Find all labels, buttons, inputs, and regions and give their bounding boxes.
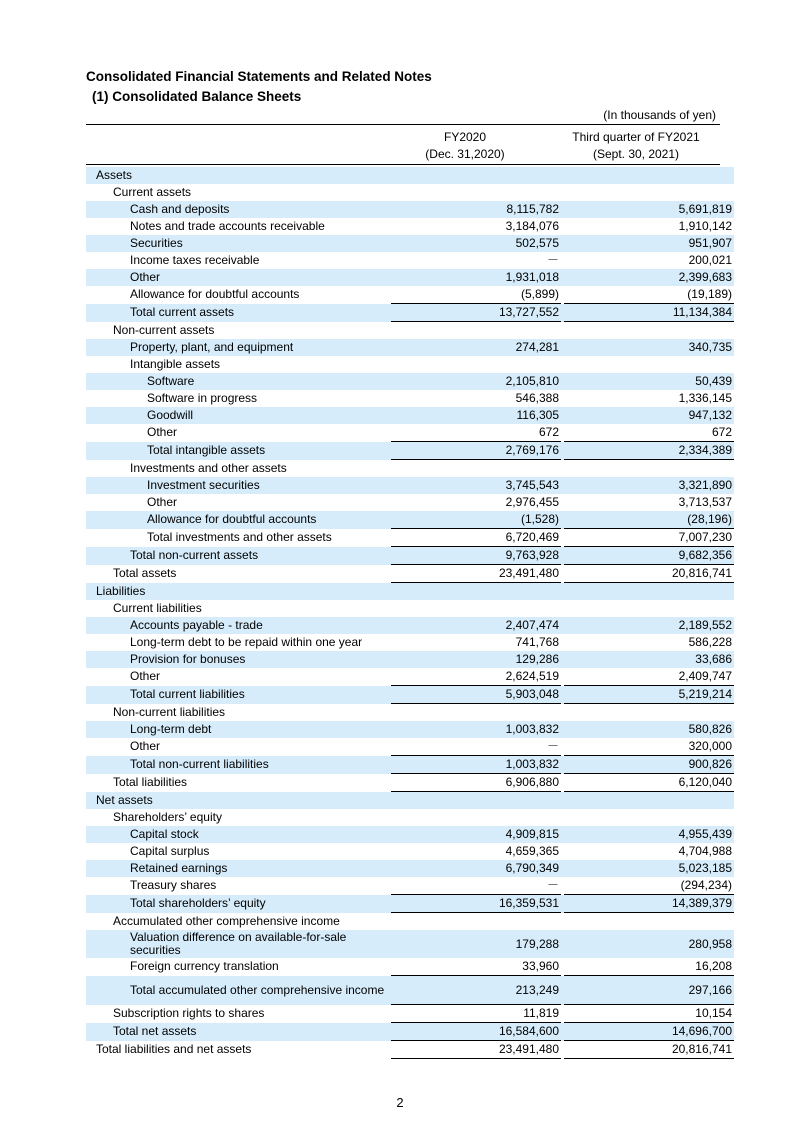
value-fy2020: 13,727,552 (391, 304, 561, 322)
value-fy2020: (1,528) (391, 511, 561, 529)
value-fy2020: 2,769,176 (391, 442, 561, 460)
value-fy2020: 1,003,832 (391, 756, 561, 774)
value-q3-fy2021 (564, 184, 734, 201)
value-q3-fy2021: 2,189,552 (564, 617, 734, 634)
value-q3-fy2021: 5,023,185 (564, 860, 734, 877)
value-q3-fy2021: 297,166 (564, 976, 734, 1005)
table-row (86, 913, 734, 931)
table-row (86, 442, 734, 460)
value-q3-fy2021 (564, 460, 734, 478)
top-rule (86, 124, 720, 125)
value-fy2020: 9,763,928 (391, 547, 561, 565)
row-label: Accounts payable - trade (86, 617, 391, 634)
row-label: Foreign currency translation (130, 959, 279, 974)
value-q3-fy2021: 4,955,439 (564, 826, 734, 843)
value-fy2020 (391, 913, 561, 931)
table-row (86, 460, 734, 478)
balance-sheet-table (86, 167, 734, 1059)
value-q3-fy2021: 3,713,537 (678, 495, 732, 509)
value-fy2020: 2,105,810 (391, 373, 561, 390)
row-label: Retained earnings (86, 860, 391, 877)
value-q3-fy2021: 7,007,230 (564, 529, 734, 547)
value-fy2020: 6,720,469 (391, 529, 561, 547)
row-label: Total current assets (86, 304, 391, 322)
value-q3-fy2021: (19,189) (564, 286, 734, 304)
value-q3-fy2021 (564, 792, 734, 810)
value-fy2020: 1,931,018 (391, 269, 561, 286)
value-q3-fy2021: 586,228 (688, 635, 732, 649)
value-q3-fy2021: 951,907 (564, 235, 734, 252)
table-row (86, 235, 734, 252)
row-label: Non-current assets (113, 322, 215, 337)
table-row (86, 756, 734, 774)
value-q3-fy2021: 340,735 (564, 339, 734, 356)
value-q3-fy2021: 2,409,747 (564, 668, 734, 686)
value-q3-fy2021: 33,686 (564, 651, 734, 668)
value-fy2020: － (546, 253, 559, 267)
value-q3-fy2021: 1,910,142 (678, 219, 732, 233)
row-label: Allowance for doubtful accounts (130, 287, 300, 302)
value-fy2020: 129,286 (391, 651, 561, 668)
row-label: Valuation difference on available-for-sale securities (86, 930, 391, 958)
table-row (86, 976, 734, 1005)
table-row (86, 930, 734, 958)
table-row (86, 424, 734, 442)
value-q3-fy2021 (564, 167, 734, 184)
table-row (86, 494, 734, 511)
row-label: Shareholders’ equity (113, 810, 222, 824)
value-q3-fy2021: 5,219,214 (564, 686, 734, 704)
value-q3-fy2021: 320,000 (564, 738, 734, 756)
value-fy2020: － (391, 738, 561, 756)
table-row (86, 304, 734, 322)
row-label: Long-term debt (86, 721, 391, 738)
table-row (86, 651, 734, 668)
value-fy2020: 6,906,880 (391, 774, 561, 792)
value-q3-fy2021: 10,154 (564, 1005, 734, 1023)
value-fy2020: 741,768 (515, 635, 559, 649)
value-fy2020: － (391, 877, 561, 895)
value-q3-fy2021 (564, 356, 734, 373)
table-row (86, 895, 734, 913)
column-header-q3-fy2021-line1: Third quarter of FY2021 (572, 130, 700, 144)
value-q3-fy2021: 4,704,988 (678, 844, 732, 858)
row-label: Property, plant, and equipment (86, 339, 391, 356)
value-q3-fy2021: 20,816,741 (564, 1041, 734, 1059)
value-fy2020: 5,903,048 (391, 686, 561, 704)
value-fy2020: 1,003,832 (391, 721, 561, 738)
value-fy2020: 33,960 (391, 958, 561, 976)
section-title: (1) Consolidated Balance Sheets (92, 89, 302, 104)
row-label: Total investments and other assets (147, 530, 332, 544)
value-q3-fy2021: 14,389,379 (564, 895, 734, 913)
row-label: Total assets (113, 566, 177, 580)
value-fy2020: 11,819 (391, 1005, 561, 1023)
row-label: Assets (86, 167, 391, 184)
value-q3-fy2021: (294,234) (564, 877, 734, 895)
table-row (86, 201, 734, 218)
table-row (86, 339, 734, 356)
table-row (86, 1005, 734, 1023)
row-label: Cash and deposits (86, 201, 391, 218)
table-row (86, 565, 734, 583)
value-q3-fy2021: 50,439 (564, 373, 734, 390)
value-fy2020 (391, 809, 561, 826)
row-label: Total shareholders’ equity (86, 895, 391, 913)
value-fy2020: 3,184,076 (505, 219, 559, 233)
value-fy2020: 23,491,480 (391, 1041, 561, 1059)
value-q3-fy2021: 20,816,741 (564, 565, 734, 583)
column-header-fy2020-line1: FY2020 (443, 130, 487, 144)
value-fy2020: (5,899) (391, 286, 561, 304)
row-label: Total current liabilities (86, 686, 391, 704)
balance-sheet-body (86, 167, 734, 1059)
row-label: Total liabilities and net assets (96, 1042, 252, 1056)
value-fy2020 (391, 600, 561, 617)
value-fy2020: 4,909,815 (391, 826, 561, 843)
table-row (86, 252, 734, 269)
table-row (86, 774, 734, 792)
row-label: Other (130, 669, 161, 684)
row-label: Notes and trade accounts receivable (130, 219, 325, 233)
value-fy2020: 16,584,600 (391, 1023, 561, 1041)
table-row (86, 583, 734, 601)
row-label: Capital surplus (130, 844, 210, 858)
column-header-q3-fy2021 (552, 129, 720, 163)
table-row (86, 167, 734, 184)
value-fy2020: 16,359,531 (391, 895, 561, 913)
table-row (86, 634, 734, 651)
row-label: Long-term debt to be repaid within one year (130, 635, 363, 649)
value-q3-fy2021: 1,336,145 (678, 391, 732, 405)
row-label: Subscription rights to shares (113, 1006, 265, 1020)
header-rule (86, 164, 720, 165)
row-label: Other (86, 269, 391, 286)
table-row (86, 958, 734, 976)
table-row (86, 547, 734, 565)
table-row (86, 1041, 734, 1059)
value-fy2020 (391, 184, 561, 201)
value-fy2020: 213,249 (391, 976, 561, 1005)
table-row (86, 373, 734, 390)
value-q3-fy2021 (564, 913, 734, 931)
column-header-fy2020 (381, 129, 549, 163)
table-row (86, 390, 734, 407)
value-q3-fy2021: 947,132 (564, 407, 734, 424)
row-label: Liabilities (86, 583, 391, 601)
row-label: Total accumulated other comprehensive income (86, 976, 391, 1005)
value-q3-fy2021 (564, 600, 734, 617)
value-fy2020: 4,659,365 (505, 844, 559, 858)
table-row (86, 529, 734, 547)
row-label: Investments and other assets (130, 460, 287, 475)
column-header-fy2020-line2: (Dec. 31,2020) (425, 147, 505, 161)
value-fy2020: 8,115,782 (391, 201, 561, 218)
value-q3-fy2021: 280,958 (564, 930, 734, 958)
value-q3-fy2021: 14,696,700 (564, 1023, 734, 1041)
row-label: Total intangible assets (86, 442, 391, 460)
table-row (86, 1023, 734, 1041)
table-row (86, 511, 734, 529)
value-q3-fy2021 (564, 704, 734, 722)
value-fy2020 (391, 704, 561, 722)
table-row (86, 738, 734, 756)
value-fy2020 (391, 167, 561, 184)
table-row (86, 668, 734, 686)
row-label: Investment securities (86, 477, 391, 494)
value-fy2020 (391, 792, 561, 810)
value-q3-fy2021: 9,682,356 (564, 547, 734, 565)
table-row (86, 721, 734, 738)
value-fy2020: 6,790,349 (391, 860, 561, 877)
table-row (86, 286, 734, 304)
value-fy2020: 3,745,543 (391, 477, 561, 494)
row-label: Total non-current assets (86, 547, 391, 565)
value-fy2020: 546,388 (515, 391, 559, 405)
value-q3-fy2021 (564, 583, 734, 601)
row-label: Treasury shares (130, 878, 217, 893)
row-label: Software (86, 373, 391, 390)
table-row (86, 792, 734, 810)
value-q3-fy2021 (564, 322, 734, 340)
row-label: Software in progress (147, 391, 258, 405)
value-q3-fy2021: 580,826 (564, 721, 734, 738)
value-q3-fy2021: (28,196) (564, 511, 734, 529)
value-fy2020: 23,491,480 (391, 565, 561, 583)
row-label: Intangible assets (130, 357, 221, 371)
value-fy2020 (391, 356, 561, 373)
row-label: Non-current liabilities (113, 704, 226, 719)
page-number: 2 (396, 1095, 404, 1110)
column-header-q3-fy2021-line2: (Sept. 30, 2021) (592, 147, 680, 161)
value-q3-fy2021: 2,334,389 (564, 442, 734, 460)
value-fy2020: 2,624,519 (391, 668, 561, 686)
table-row (86, 218, 734, 235)
value-q3-fy2021: 11,134,384 (564, 304, 734, 322)
table-row (86, 843, 734, 860)
value-fy2020: 274,281 (391, 339, 561, 356)
statement-title: Consolidated Financial Statements and Related Notes (86, 69, 432, 84)
value-q3-fy2021: 5,691,819 (564, 201, 734, 218)
value-q3-fy2021 (564, 809, 734, 826)
table-row (86, 826, 734, 843)
row-label: Securities (86, 235, 391, 252)
unit-note: (In thousands of yen) (603, 108, 716, 122)
table-row (86, 704, 734, 722)
value-fy2020 (391, 322, 561, 340)
value-q3-fy2021: 200,021 (688, 253, 732, 267)
table-row (86, 686, 734, 704)
table-row (86, 809, 734, 826)
value-fy2020: 672 (391, 424, 561, 442)
table-row (86, 407, 734, 424)
table-row (86, 322, 734, 340)
value-q3-fy2021: 16,208 (564, 958, 734, 976)
value-fy2020: 179,288 (391, 930, 561, 958)
table-row (86, 356, 734, 373)
row-label: Total liabilities (113, 775, 188, 789)
value-q3-fy2021: 900,826 (564, 756, 734, 774)
table-row (86, 600, 734, 617)
row-label: Provision for bonuses (86, 651, 391, 668)
value-q3-fy2021: 3,321,890 (564, 477, 734, 494)
row-label: Total non-current liabilities (86, 756, 391, 774)
row-label: Current assets (113, 185, 192, 199)
value-fy2020 (391, 583, 561, 601)
table-row (86, 617, 734, 634)
table-row (86, 860, 734, 877)
row-label: Other (147, 495, 178, 509)
value-fy2020: 502,575 (391, 235, 561, 252)
row-label: Total net assets (86, 1023, 391, 1041)
value-fy2020: 2,976,455 (505, 495, 559, 509)
value-fy2020: 116,305 (391, 407, 561, 424)
row-label: Net assets (86, 792, 391, 810)
table-row (86, 477, 734, 494)
table-row (86, 269, 734, 286)
row-label: Capital stock (86, 826, 391, 843)
value-q3-fy2021: 6,120,040 (564, 774, 734, 792)
row-label: Current liabilities (113, 601, 202, 615)
row-label: Accumulated other comprehensive income (113, 913, 340, 928)
table-row (86, 877, 734, 895)
value-fy2020: 2,407,474 (391, 617, 561, 634)
row-label: Income taxes receivable (130, 253, 260, 267)
value-fy2020 (391, 460, 561, 478)
row-label: Allowance for doubtful accounts (86, 511, 391, 529)
value-q3-fy2021: 672 (564, 424, 734, 442)
row-label: Goodwill (86, 407, 391, 424)
value-q3-fy2021: 2,399,683 (564, 269, 734, 286)
row-label: Other (147, 425, 178, 440)
row-label: Other (130, 739, 161, 754)
table-row (86, 184, 734, 201)
